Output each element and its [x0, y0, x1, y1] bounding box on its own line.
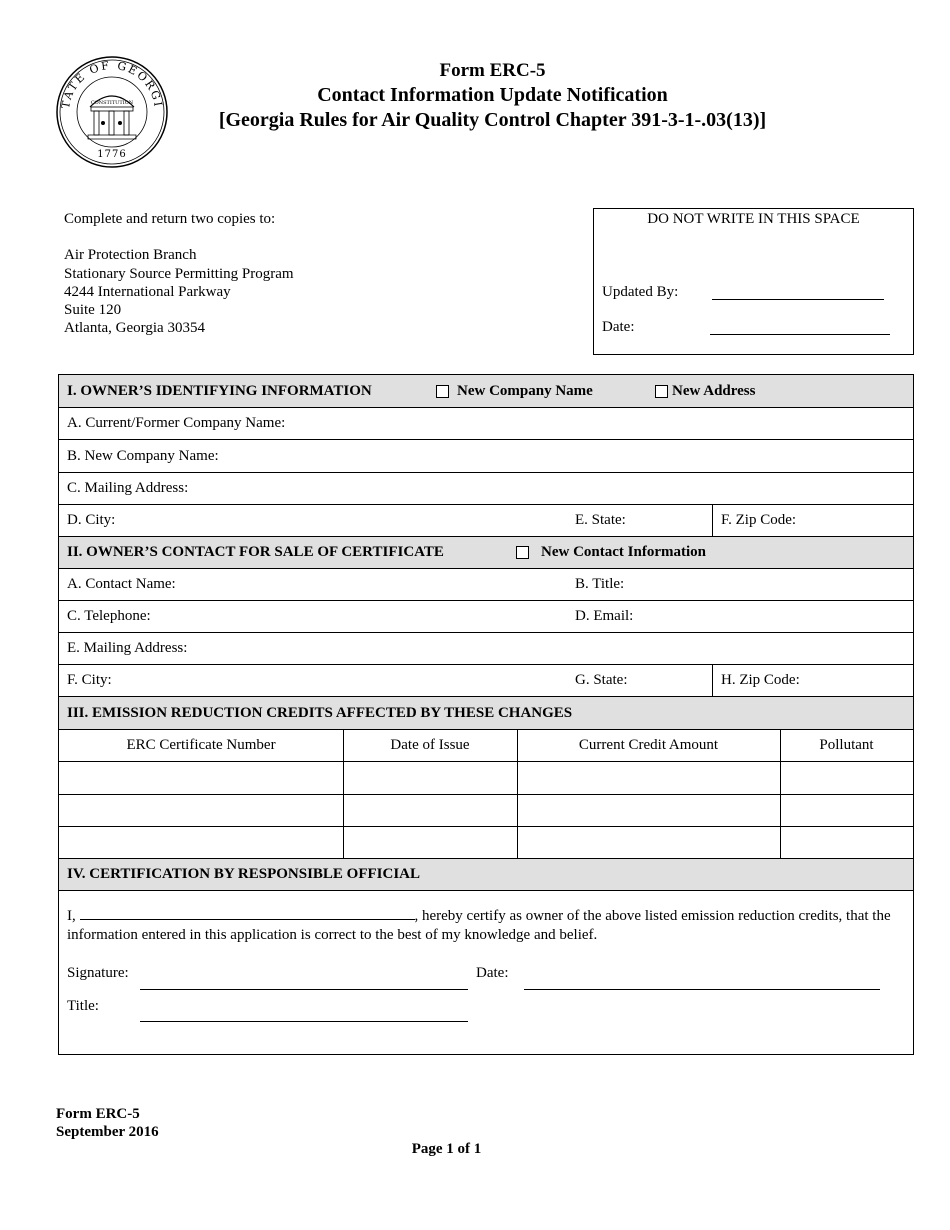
telephone-email-row — [59, 601, 913, 633]
address-line: Stationary Source Permitting Program — [64, 265, 294, 282]
updated-by-line — [712, 299, 884, 300]
new-company-name-label: New Company Name — [457, 382, 593, 399]
erc-table-row[interactable] — [59, 827, 913, 859]
main-form — [58, 374, 914, 1055]
cert-title-line[interactable] — [140, 1021, 468, 1022]
new-address-label: New Address — [672, 382, 756, 399]
new-contact-info-label: New Contact Information — [541, 544, 706, 560]
return-address-block — [64, 210, 294, 338]
seal-banner: CONSTITUTION — [90, 100, 134, 106]
zip-code-label[interactable]: F. Zip Code: — [721, 512, 797, 528]
address-line: 4244 International Parkway — [64, 283, 231, 300]
mailing-address-row[interactable] — [59, 473, 913, 505]
new-address-checkbox[interactable] — [655, 385, 668, 398]
contact-zip-code-label[interactable]: H. Zip Code: — [721, 672, 800, 688]
section-1-title: I. OWNER’S IDENTIFYING INFORMATION — [67, 382, 372, 399]
new-address-option[interactable] — [655, 375, 755, 407]
city-state-zip-row — [59, 505, 913, 537]
email-label[interactable]: D. Email: — [575, 608, 634, 624]
table-divider — [780, 730, 781, 859]
mailing-address-label: C. Mailing Address: — [67, 480, 189, 496]
section-1-header — [59, 375, 913, 408]
section-2-header — [59, 537, 913, 569]
col-pollutant: Pollutant — [819, 737, 874, 753]
table-divider — [343, 730, 344, 859]
contact-city-label[interactable]: F. City: — [67, 672, 112, 688]
erc-table-row[interactable] — [59, 762, 913, 795]
signature-label: Signature: — [67, 965, 129, 981]
signature-line[interactable] — [140, 989, 468, 990]
office-use-box — [593, 208, 914, 355]
office-date-line — [710, 334, 890, 335]
new-company-name-checkbox[interactable] — [436, 385, 449, 398]
new-contact-info-option[interactable] — [516, 537, 706, 568]
form-rule-reference: [Georgia Rules for Air Quality Control Chapter 391-3-1-.03(13)] — [218, 109, 767, 131]
state-label[interactable]: E. State: — [575, 512, 626, 528]
seal-year: 1776 — [97, 149, 127, 160]
cert-body: , hereby certify as owner of the above listed emission reduction credits, that the information entered in this application is correct to the best of my knowledge and belief. — [67, 908, 891, 943]
office-use-header: DO NOT WRITE IN THIS SPACE — [647, 211, 860, 227]
current-company-name-row[interactable] — [59, 408, 913, 440]
current-company-name-label: A. Current/Former Company Name: — [67, 415, 286, 431]
address-line: Suite 120 — [64, 302, 122, 319]
form-id-heading: Form ERC-5 — [439, 60, 546, 81]
section-2-title: II. OWNER’S CONTACT FOR SALE OF CERTIFICATE — [67, 544, 444, 560]
page-number: Page 1 of 1 — [411, 1141, 482, 1157]
address-line: Air Protection Branch — [64, 247, 197, 264]
footer-date: September 2016 — [56, 1124, 159, 1140]
telephone-label[interactable]: C. Telephone: — [67, 608, 151, 624]
erc-table-row[interactable] — [59, 795, 913, 827]
contact-mailing-address-label: E. Mailing Address: — [67, 640, 188, 656]
section-3-title: III. EMISSION REDUCTION CREDITS AFFECTED BY THESE CHANGES — [67, 704, 573, 721]
new-contact-info-checkbox[interactable] — [516, 546, 529, 559]
section-4-header — [59, 859, 913, 891]
divider — [712, 505, 713, 536]
contact-name-title-row — [59, 569, 913, 601]
new-company-name-option[interactable] — [436, 375, 593, 407]
office-date-label: Date: — [602, 319, 635, 335]
cert-prefix: I, — [67, 908, 76, 924]
contact-mailing-address-row[interactable] — [59, 633, 913, 665]
certification-statement — [67, 905, 905, 945]
new-company-name-row[interactable] — [59, 440, 913, 473]
contact-city-state-zip-row — [59, 665, 913, 697]
table-divider — [517, 730, 518, 859]
col-current-credit-amount: Current Credit Amount — [578, 737, 719, 753]
certifier-name-line[interactable] — [80, 905, 415, 920]
contact-state-label[interactable]: G. State: — [575, 672, 628, 688]
form-title: Contact Information Update Notification — [317, 84, 668, 106]
return-instructions: Complete and return two copies to: — [64, 211, 276, 227]
contact-name-label[interactable]: A. Contact Name: — [67, 576, 176, 592]
erc-table-header-row — [59, 730, 913, 762]
cert-date-label: Date: — [476, 965, 509, 981]
col-date-of-issue: Date of Issue — [390, 737, 470, 753]
city-label[interactable]: D. City: — [67, 512, 116, 528]
footer-block — [56, 1105, 159, 1141]
section-4-title: IV. CERTIFICATION BY RESPONSIBLE OFFICIAL — [67, 866, 421, 882]
cert-title-label: Title: — [67, 998, 99, 1014]
updated-by-label: Updated By: — [602, 284, 679, 300]
contact-title-label[interactable]: B. Title: — [575, 576, 625, 592]
seal-ring-text: TATE OF GEORGI — [59, 58, 165, 110]
col-erc-certificate-number: ERC Certificate Number — [126, 737, 276, 753]
form-title-block — [190, 58, 795, 133]
section-3-header — [59, 697, 913, 730]
new-company-name-field-label: B. New Company Name: — [67, 447, 219, 464]
georgia-state-seal — [55, 55, 169, 169]
cert-date-line[interactable] — [524, 989, 880, 990]
address-line: Atlanta, Georgia 30354 — [64, 320, 205, 337]
divider — [712, 665, 713, 696]
footer-form-id: Form ERC-5 — [56, 1106, 140, 1122]
